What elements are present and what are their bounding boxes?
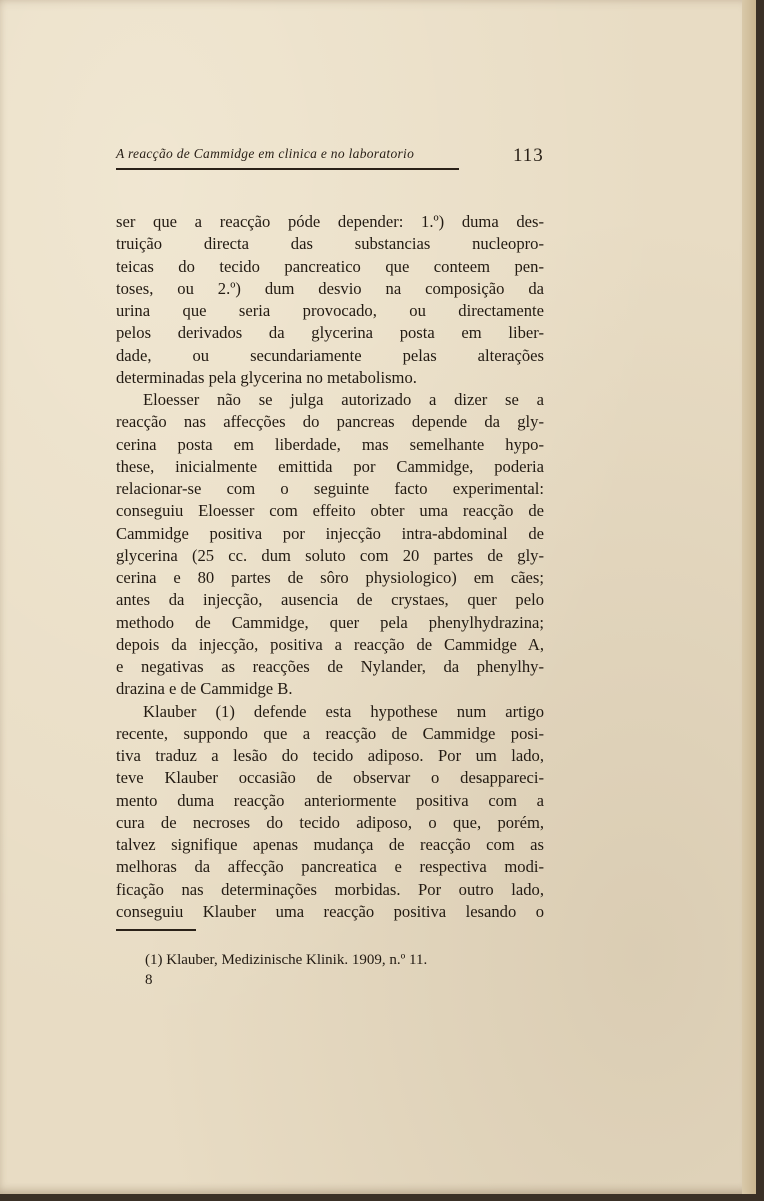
text-line: determinadas pela glycerina no metabolismo. <box>116 367 417 387</box>
text-line: toses, ou 2.º) dum desvio na composição da <box>116 278 544 298</box>
text-line: ficação nas determinações morbidas. Por outro lado, <box>116 879 544 899</box>
text-line: teicas do tecido pancreatico que conteem pen- <box>116 256 544 276</box>
text-line: tiva traduz a lesão do tecido adiposo. Por um lado, <box>116 746 544 765</box>
header-rule <box>116 168 459 170</box>
text-line: depois da injecção, positiva a reacção de Cammidge A, <box>116 634 544 654</box>
text-line: Eloesser não se julga autorizado a dizer se a <box>143 390 544 409</box>
text-line: ser que a reacção póde depender: 1.º) duma des- <box>116 212 544 231</box>
text-line: teve Klauber occasião de observar o desappareci- <box>116 768 544 788</box>
text-line: mento duma reacção anteriormente positiva com a <box>116 790 544 810</box>
page-number: 113 <box>513 145 544 166</box>
text-line: conseguiu Klauber uma reacção positiva lesando o <box>116 901 544 921</box>
text-line: these, inicialmente emittida por Cammidge, poderia <box>116 456 544 476</box>
text-line: cura de necroses do tecido adiposo, o que, porém, <box>116 812 544 832</box>
text-line: talvez signifique apenas mudança de reacção com as <box>116 835 544 854</box>
text-line: melhoras da affecção pancreatica e respectiva modi- <box>116 857 544 877</box>
footnote-rule <box>116 929 196 931</box>
text-line: methodo de Cammidge, quer pela phenylhydrazina; <box>116 612 544 632</box>
signature-mark: 8 <box>145 972 153 988</box>
text-line: recente, suppondo que a reacção de Cammidge posi- <box>116 723 544 743</box>
text-line: conseguiu Eloesser com effeito obter uma reacção de <box>116 501 544 521</box>
footnote: (1) Klauber, Medizinische Klinik. 1909, n.º 11. <box>145 952 428 968</box>
text-line: truição directa das substancias nucleopro- <box>116 234 544 254</box>
text-line: Cammidge positiva por injecção intra-abdominal de <box>116 523 544 543</box>
text-line: drazina e de Cammidge B. <box>116 679 293 699</box>
text-line: reacção nas affecções do pancreas depende da gly- <box>116 412 544 432</box>
text-line: relacionar-se com o seguinte facto experimental: <box>116 479 544 498</box>
text-line: e negativas as reacções de Nylander, da phenylhy- <box>116 657 544 676</box>
text-line: Klauber (1) defende esta hypothese num artigo <box>143 701 544 721</box>
page-edge <box>742 0 756 1194</box>
text-line: dade, ou secundariamente pelas alterações <box>116 345 544 365</box>
running-head: A reacção de Cammidge em clinica e no laboratorio <box>116 146 415 161</box>
text-line: pelos derivados da glycerina posta em liber- <box>116 323 544 343</box>
text-line: antes da injecção, ausencia de crystaes, quer pelo <box>116 590 544 610</box>
text-line: urina que seria provocado, ou directamente <box>116 301 544 320</box>
text-line: cerina posta em liberdade, mas semelhante hypo- <box>116 434 544 454</box>
body-text <box>116 211 544 923</box>
text-line: glycerina (25 cc. dum soluto com 20 partes de gly- <box>116 545 544 565</box>
text-line: cerina e 80 partes de sôro physiologico) em cães; <box>116 568 544 587</box>
